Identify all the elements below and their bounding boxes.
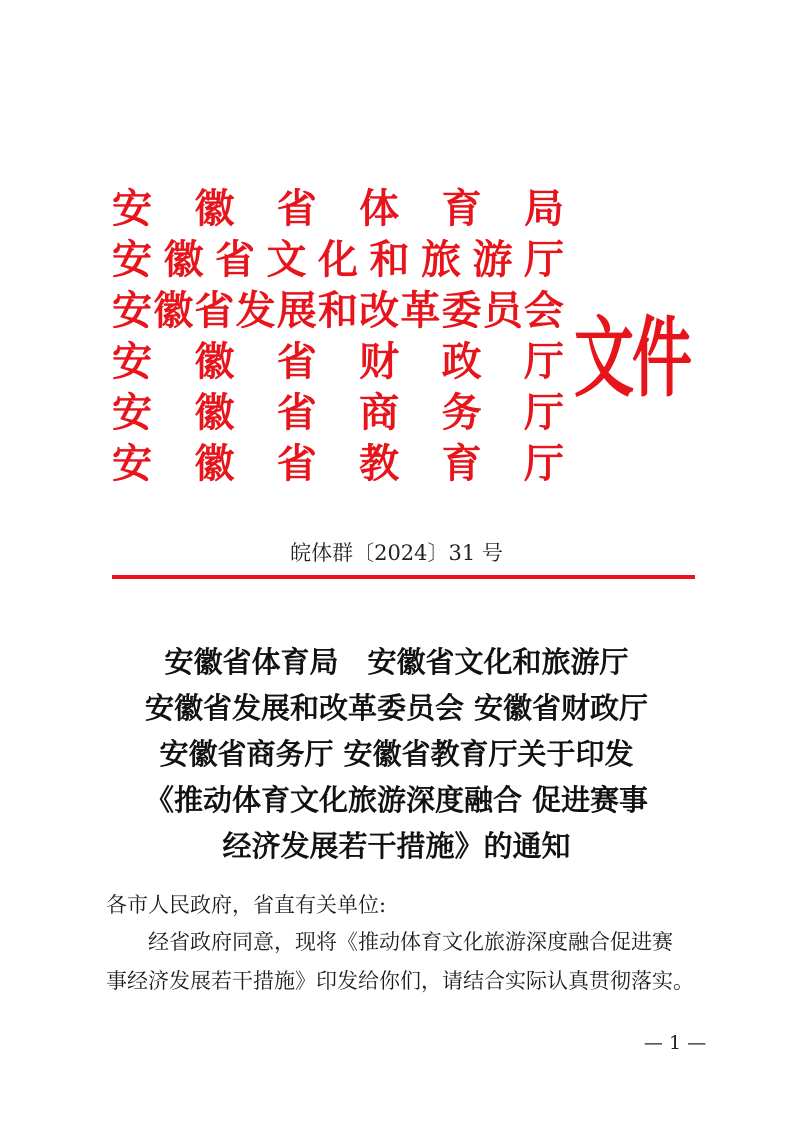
issuer-char: 徽	[194, 389, 235, 436]
paragraph-line: 经省政府同意，现将《推动体育文化旅游深度融合促进赛	[148, 930, 673, 954]
issuer-char: 务	[441, 389, 482, 436]
issuer-line	[112, 336, 564, 387]
issuer-char: 省	[276, 185, 317, 232]
issuer-line	[112, 438, 564, 489]
title-line: 安徽省体育局 安徽省文化和旅游厅	[164, 645, 629, 679]
issuer-char: 政	[441, 338, 482, 385]
page-number: — 1 —	[643, 1032, 707, 1054]
issuer-char: 革	[400, 287, 441, 334]
issuer-line	[112, 387, 564, 438]
issuer-char: 员	[482, 287, 523, 334]
issuer-char: 徽	[194, 185, 235, 232]
issuer-char: 发	[235, 287, 276, 334]
issuer-char: 徽	[194, 338, 235, 385]
title-line: 《推动体育文化旅游深度融合 促进赛事	[144, 783, 649, 817]
issuer-char: 徽	[153, 287, 194, 334]
issuer-char: 厅	[523, 389, 564, 436]
issuer-char: 安	[112, 236, 152, 283]
issuer-char: 省	[276, 338, 317, 385]
issuer-char: 局	[523, 185, 564, 232]
issuer-char: 旅	[421, 236, 461, 283]
issuer-char: 省	[276, 440, 317, 487]
issuer-line	[112, 183, 564, 234]
issuer-line	[112, 285, 564, 336]
salutation: 各市人民政府，省直有关单位:	[106, 893, 387, 917]
issuer-char: 厅	[523, 338, 564, 385]
title-line: 安徽省商务厅 安徽省教育厅关于印发	[159, 737, 634, 771]
issuer-char: 徽	[163, 236, 204, 283]
red-divider	[112, 575, 695, 579]
paragraph-line: 事经济发展若干措施》印发给你们，请结合实际认真贯彻落实。	[106, 969, 694, 993]
issuer-char: 徽	[194, 440, 235, 487]
title-line: 安徽省发展和改革委员会 安徽省财政厅	[144, 691, 649, 725]
issuer-char: 展	[276, 287, 317, 334]
issuer-char: 教	[359, 440, 400, 487]
document-mark: 文件	[574, 308, 690, 410]
issuer-char: 委	[441, 287, 482, 334]
document-title	[80, 639, 713, 869]
issuer-char: 财	[359, 338, 400, 385]
issuer-char: 省	[276, 389, 317, 436]
issuer-char: 体	[359, 185, 400, 232]
issuer-char: 和	[369, 236, 410, 283]
issuer-char: 商	[359, 389, 400, 436]
issuer-line	[112, 234, 564, 285]
document-body	[106, 887, 706, 1001]
issuer-char: 改	[359, 287, 400, 334]
issuer-char: 厅	[524, 236, 564, 283]
issuer-list	[112, 183, 564, 489]
issuer-char: 安	[112, 287, 152, 334]
issuer-char: 育	[441, 185, 482, 232]
issuer-char: 安	[112, 338, 152, 385]
issuer-char: 安	[112, 389, 152, 436]
issuer-char: 会	[523, 287, 564, 334]
issuer-char: 省	[215, 236, 255, 283]
issuer-char: 安	[112, 440, 152, 487]
issuer-char: 育	[441, 440, 482, 487]
title-line: 经济发展若干措施》的通知	[222, 829, 571, 863]
issuer-char: 厅	[523, 440, 564, 487]
issuer-char: 化	[318, 236, 358, 283]
issuer-char: 游	[472, 236, 513, 283]
issuer-char: 和	[317, 287, 358, 334]
issuer-char: 省	[194, 287, 235, 334]
issuer-char: 安	[112, 185, 152, 232]
body-paragraph	[106, 923, 706, 1001]
document-number: 皖体群〔2024〕31 号	[290, 541, 503, 565]
issuer-char: 文	[266, 236, 307, 283]
